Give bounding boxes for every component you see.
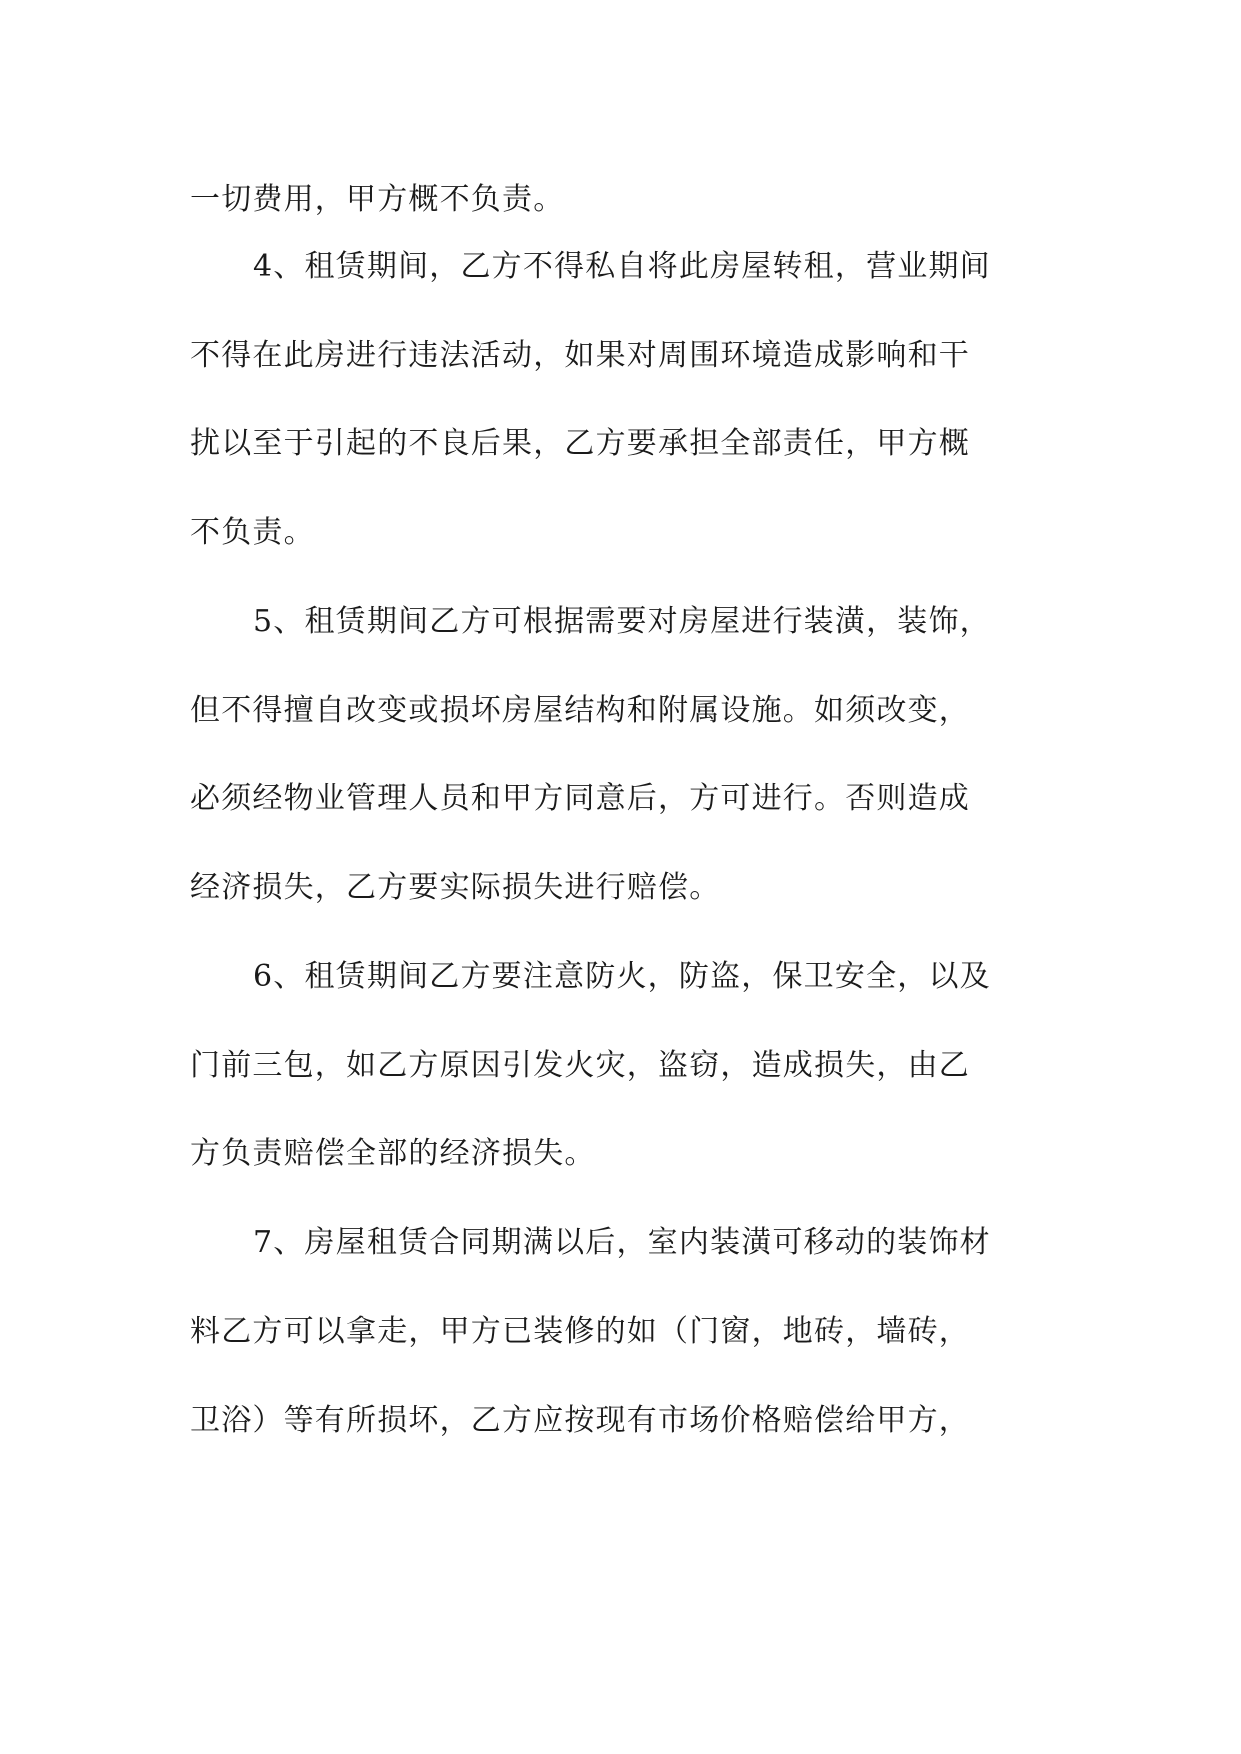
text-line-clause-7: 7、房屋租赁合同期满以后，室内装潢可移动的装饰材 — [253, 1225, 991, 1260]
text-line-clause-5: 5、租赁期间乙方可根据需要对房屋进行装潢，装饰， — [253, 604, 991, 639]
text-line: 但不得擅自改变或损坏房屋结构和附属设施。如须改变， — [190, 693, 970, 728]
text-line: 扰以至于引起的不良后果，乙方要承担全部责任，甲方概 — [190, 426, 970, 461]
text-line: 不得在此房进行违法活动，如果对周围环境造成影响和干 — [190, 338, 970, 373]
text-line: 不负责。 — [190, 515, 315, 550]
text-line: 一切费用，甲方概不负责。 — [190, 182, 565, 217]
text-line: 卫浴）等有所损坏，乙方应按现有市场价格赔偿给甲方， — [190, 1403, 970, 1438]
text-line: 门前三包，如乙方原因引发火灾，盗窃，造成损失，由乙 — [190, 1048, 970, 1083]
text-line-clause-4: 4、租赁期间，乙方不得私自将此房屋转租，营业期间 — [253, 249, 991, 284]
text-line-clause-6: 6、租赁期间乙方要注意防火，防盗，保卫安全，以及 — [253, 959, 991, 994]
text-line: 方负责赔偿全部的经济损失。 — [190, 1136, 596, 1171]
text-line: 必须经物业管理人员和甲方同意后，方可进行。否则造成 — [190, 781, 970, 816]
text-line: 料乙方可以拿走，甲方已装修的如（门窗，地砖，墙砖， — [190, 1314, 970, 1349]
text-line: 经济损失，乙方要实际损失进行赔偿。 — [190, 870, 721, 905]
